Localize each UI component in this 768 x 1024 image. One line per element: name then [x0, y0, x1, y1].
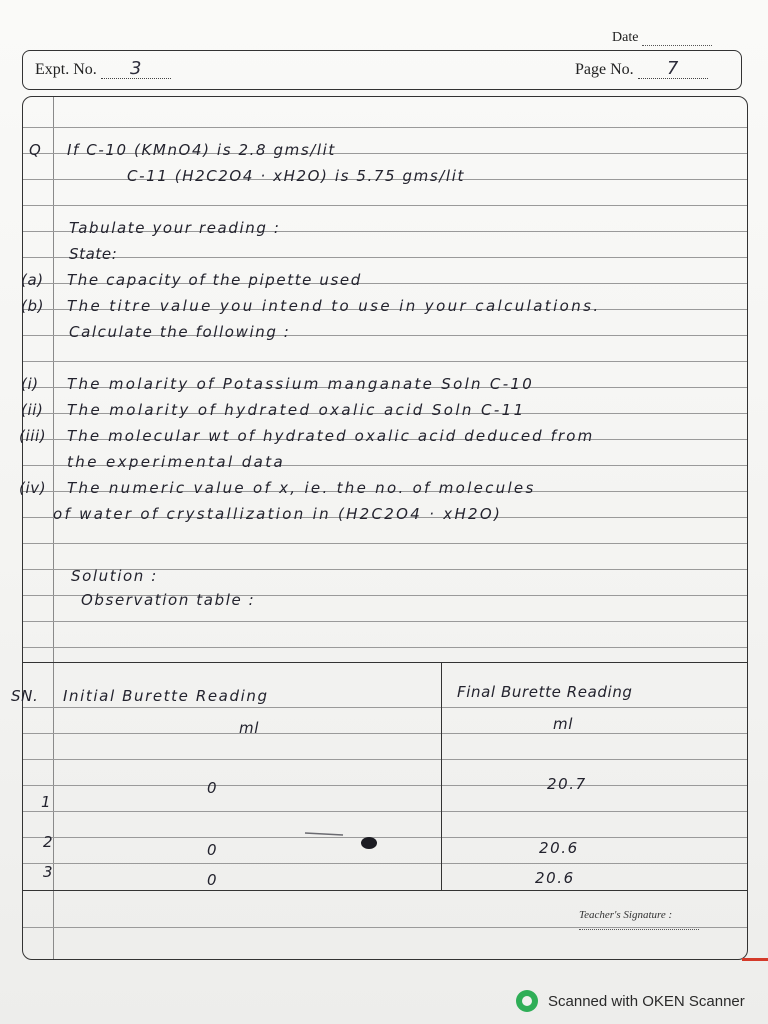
table-row-sn: 3	[43, 863, 54, 881]
table-header-sn: SN.	[11, 687, 39, 705]
question-line-1: If C-10 (KMnO4) is 2.8 gms/lit	[67, 141, 336, 159]
scanner-text: Scanned with OKEN Scanner	[548, 992, 745, 1010]
ruled-line	[23, 205, 747, 206]
table-header-initial: Initial Burette Reading	[63, 687, 269, 705]
question-marker: Q	[29, 141, 42, 159]
signature-line	[579, 929, 699, 930]
ruled-line	[23, 837, 747, 838]
ruled-line	[23, 811, 747, 812]
experiment-number-field	[35, 60, 171, 79]
date-field	[612, 30, 712, 46]
state-item-text: The capacity of the pipette used	[67, 271, 362, 289]
margin-line	[53, 97, 54, 959]
teacher-signature-field	[579, 909, 747, 933]
ruled-writing-area	[11, 96, 748, 960]
state-item-marker: (b)	[21, 297, 45, 315]
state-item-marker: (a)	[21, 271, 44, 289]
ruled-line	[23, 543, 747, 544]
calc-item-text: The numeric value of x, ie. the no. of molecules	[67, 479, 536, 497]
table-row-final: 20.6	[535, 869, 575, 887]
calc-item-text: the experimental data	[67, 453, 286, 471]
table-row-final: 20.7	[547, 775, 587, 793]
page-value: 7	[638, 60, 708, 79]
calc-item-text: The molarity of hydrated oxalic acid Soln C-11	[67, 401, 526, 419]
calculate-heading: Calculate the following :	[69, 323, 291, 341]
calc-item-marker: (iii)	[19, 427, 47, 445]
ruled-line	[23, 707, 747, 708]
table-column-divider	[441, 662, 442, 890]
scanner-watermark	[516, 990, 745, 1012]
table-row-sn: 1	[41, 793, 52, 811]
ruled-line	[23, 127, 747, 128]
table-row-initial: 0	[207, 871, 218, 889]
table-row-final: 20.6	[539, 839, 579, 857]
ruled-line	[23, 863, 747, 864]
solution-heading: Solution :	[71, 567, 158, 585]
ruled-line	[23, 785, 747, 786]
calc-item-marker: (ii)	[21, 401, 44, 419]
ruled-line	[23, 257, 747, 258]
page-label: Page No.	[575, 61, 634, 78]
calc-item-marker: (iv)	[19, 479, 47, 497]
table-top-border	[23, 662, 747, 663]
ruled-line	[23, 621, 747, 622]
calc-item-text: of water of crystallization in (H2C2O4 · xH2O)	[53, 505, 503, 523]
question-line-2: C-11 (H2C2O4 · xH2O) is 5.75 gms/lit	[127, 167, 465, 185]
table-unit-final: ml	[553, 715, 573, 733]
observation-table-heading: Observation table :	[81, 591, 256, 609]
page-number-field	[575, 60, 708, 79]
signature-label: Teacher's Signature :	[579, 909, 673, 921]
date-value	[642, 45, 712, 46]
table-bottom-border	[23, 890, 747, 891]
state-item-text: The titre value you intend to use in your calculations.	[67, 297, 601, 315]
table-unit-initial: ml	[239, 719, 259, 737]
page-header	[22, 50, 742, 90]
tabulate-instruction: Tabulate your reading :	[69, 219, 281, 237]
calc-item-text: The molecular wt of hydrated oxalic acid deduced from	[67, 427, 595, 445]
state-heading: State:	[69, 245, 118, 263]
calc-item-marker: (i)	[21, 375, 39, 393]
ruled-line	[23, 361, 747, 362]
table-row-initial: 0	[207, 841, 218, 859]
expt-value: 3	[101, 60, 171, 79]
calc-item-text: The molarity of Potassium manganate Soln C-10	[67, 375, 535, 393]
red-mark	[742, 958, 768, 961]
ink-smudge	[303, 825, 383, 855]
ruled-line	[23, 733, 747, 734]
ruled-line	[23, 759, 747, 760]
scanner-logo-icon	[516, 990, 538, 1012]
table-row-sn: 2	[43, 833, 54, 851]
ruled-line	[23, 647, 747, 648]
table-header-final: Final Burette Reading	[457, 683, 633, 701]
table-row-initial: 0	[207, 779, 218, 797]
date-label: Date	[612, 30, 639, 45]
expt-label: Expt. No.	[35, 61, 97, 78]
